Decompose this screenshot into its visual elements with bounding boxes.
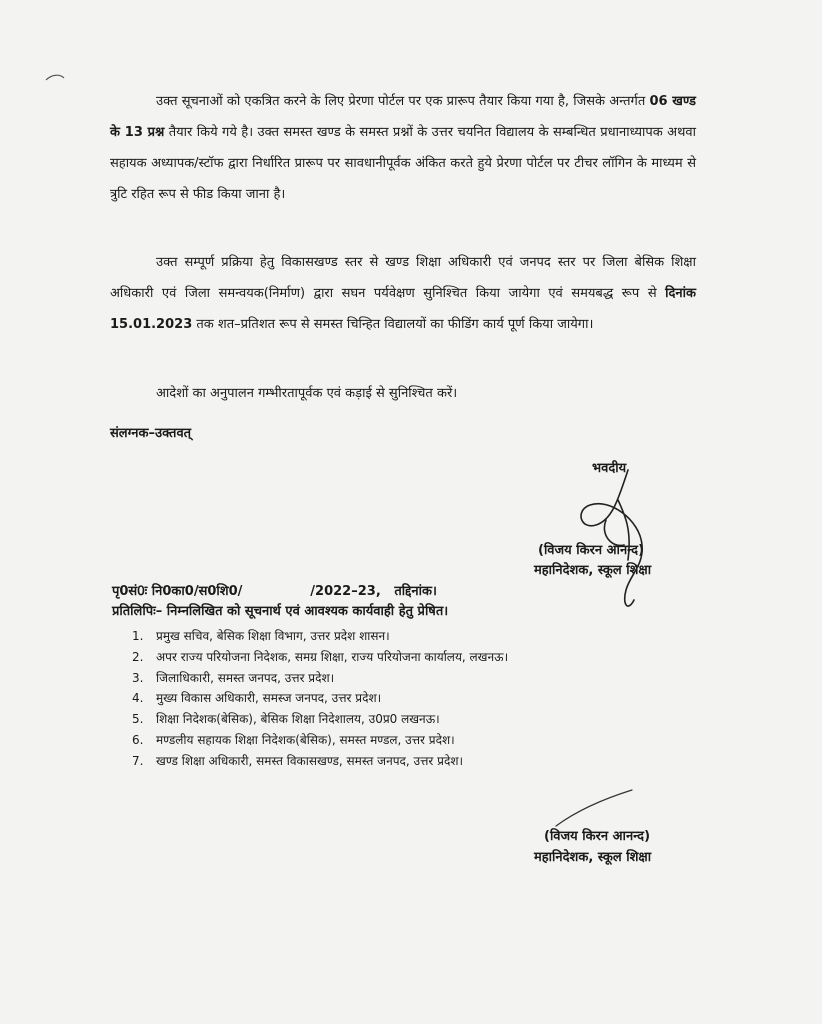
handwritten-signature-2 — [556, 790, 632, 826]
paragraph-2-text-b: तक शत–प्रतिशत रूप से समस्त चिन्हित विद्यालयों का फीडिंग कार्य पूर्ण किया जायेगा। — [192, 317, 594, 332]
copy-recipient-number: 1. — [132, 629, 144, 643]
handwritten-signature-1 — [581, 470, 642, 606]
copy-recipient-number: 2. — [132, 649, 144, 664]
signatory-title-2: महानिदेशक, स्कूल शिक्षा — [534, 850, 652, 865]
signature-closing: भवदीय — [592, 461, 627, 476]
copy-recipient-number: 6. — [132, 732, 144, 747]
signatory-name: (विजय किरन आनन्द) — [538, 543, 645, 558]
copy-recipient-text: प्रमुख सचिव, बेसिक शिक्षा विभाग, उत्तर प्रदेश शासन। — [156, 629, 390, 643]
copy-to-heading: प्रतिलिपिः– निम्नलिखित को सूचनार्थ एवं आवश्यक कार्यवाही हेतु प्रेषित। — [112, 604, 449, 619]
paragraph-1-text-b: तैयार किये गये है। उक्त समस्त खण्ड के समस्त प्रश्नों के उत्तर चयनित विद्यालय के सम्बन्धित प्रधानाध्यापक अथवा सहायक अध्यापक/स्टॉफ द्वारा निर्धारित प्रारूप पर सावधानीपूर्वक अंकित करते हुये प्रेरणा पोर्टल पर टीचर लॉगिन के माध्यम से त्रुटि रहित रूप से फीड किया जाना है। — [110, 125, 696, 202]
paragraph-1-text-a: उक्त सूचनाओं को एकत्रित करने के लिए प्रेरणा पोर्टल पर एक प्रारूप तैयार किया गया है, जिसके अन्तर्गत — [156, 94, 650, 109]
signatory-title: महानिदेशक, स्कूल शिक्षा — [534, 563, 652, 578]
copy-recipient-text: मण्डलीय सहायक शिक्षा निदेशक(बेसिक), समस्त मण्डल, उत्तर प्रदेश। — [156, 732, 455, 747]
copy-recipient-text: अपर राज्य परियोजना निदेशक, समग्र शिक्षा, राज्य परियोजना कार्यालय, लखनऊ। — [156, 649, 509, 664]
copy-recipient-number: 7. — [132, 753, 144, 768]
paragraph-2-bold-date: दिनांक 15.01.2023 — [110, 286, 696, 332]
paragraph-1-bold: 06 खण्ड के 13 प्रश्न — [110, 94, 696, 140]
enclosure-label: संलग्नक–उक्तवत् — [110, 426, 192, 441]
scan-mark — [46, 75, 64, 80]
reference-number-line: पृ0सं0ः नि0का0/स0शि0/ /2022–23, तद्दिनांक। — [112, 584, 437, 599]
copy-recipient-text: शिक्षा निदेशक(बेसिक), बेसिक शिक्षा निदेशालय, उ0प्र0 लखनऊ। — [156, 712, 440, 727]
copy-recipient-number: 3. — [132, 670, 144, 685]
copy-recipient-number: 4. — [132, 691, 144, 706]
signatory-name-2: (विजय किरन आनन्द) — [544, 829, 651, 844]
copy-recipient-text: जिलाधिकारी, समस्त जनपद, उत्तर प्रदेश। — [156, 670, 335, 685]
copy-recipient-number: 5. — [132, 712, 144, 727]
copy-recipient-text: मुख्य विकास अधिकारी, समस्ज जनपद, उत्तर प्रदेश। — [156, 691, 382, 706]
copy-recipient-text: खण्ड शिक्षा अधिकारी, समस्त विकासखण्ड, समस्त जनपद, उत्तर प्रदेश। — [156, 753, 464, 768]
paragraph-3-text: आदेशों का अनुपालन गम्भीरतापूर्वक एवं कड़ाई से सुनिश्चित करें। — [156, 386, 458, 401]
paragraph-2-text-a: उक्त सम्पूर्ण प्रक्रिया हेतु विकासखण्ड स्तर से खण्ड शिक्षा अधिकारी एवं जनपद स्तर पर जिला बेसिक शिक्षा अधिकारी एवं जिला समन्वयक(निर्माण) द्वारा सघन पर्यवेक्षण सुनिश्चित किया जायेगा एवं समयबद्ध रूप से — [110, 255, 696, 301]
